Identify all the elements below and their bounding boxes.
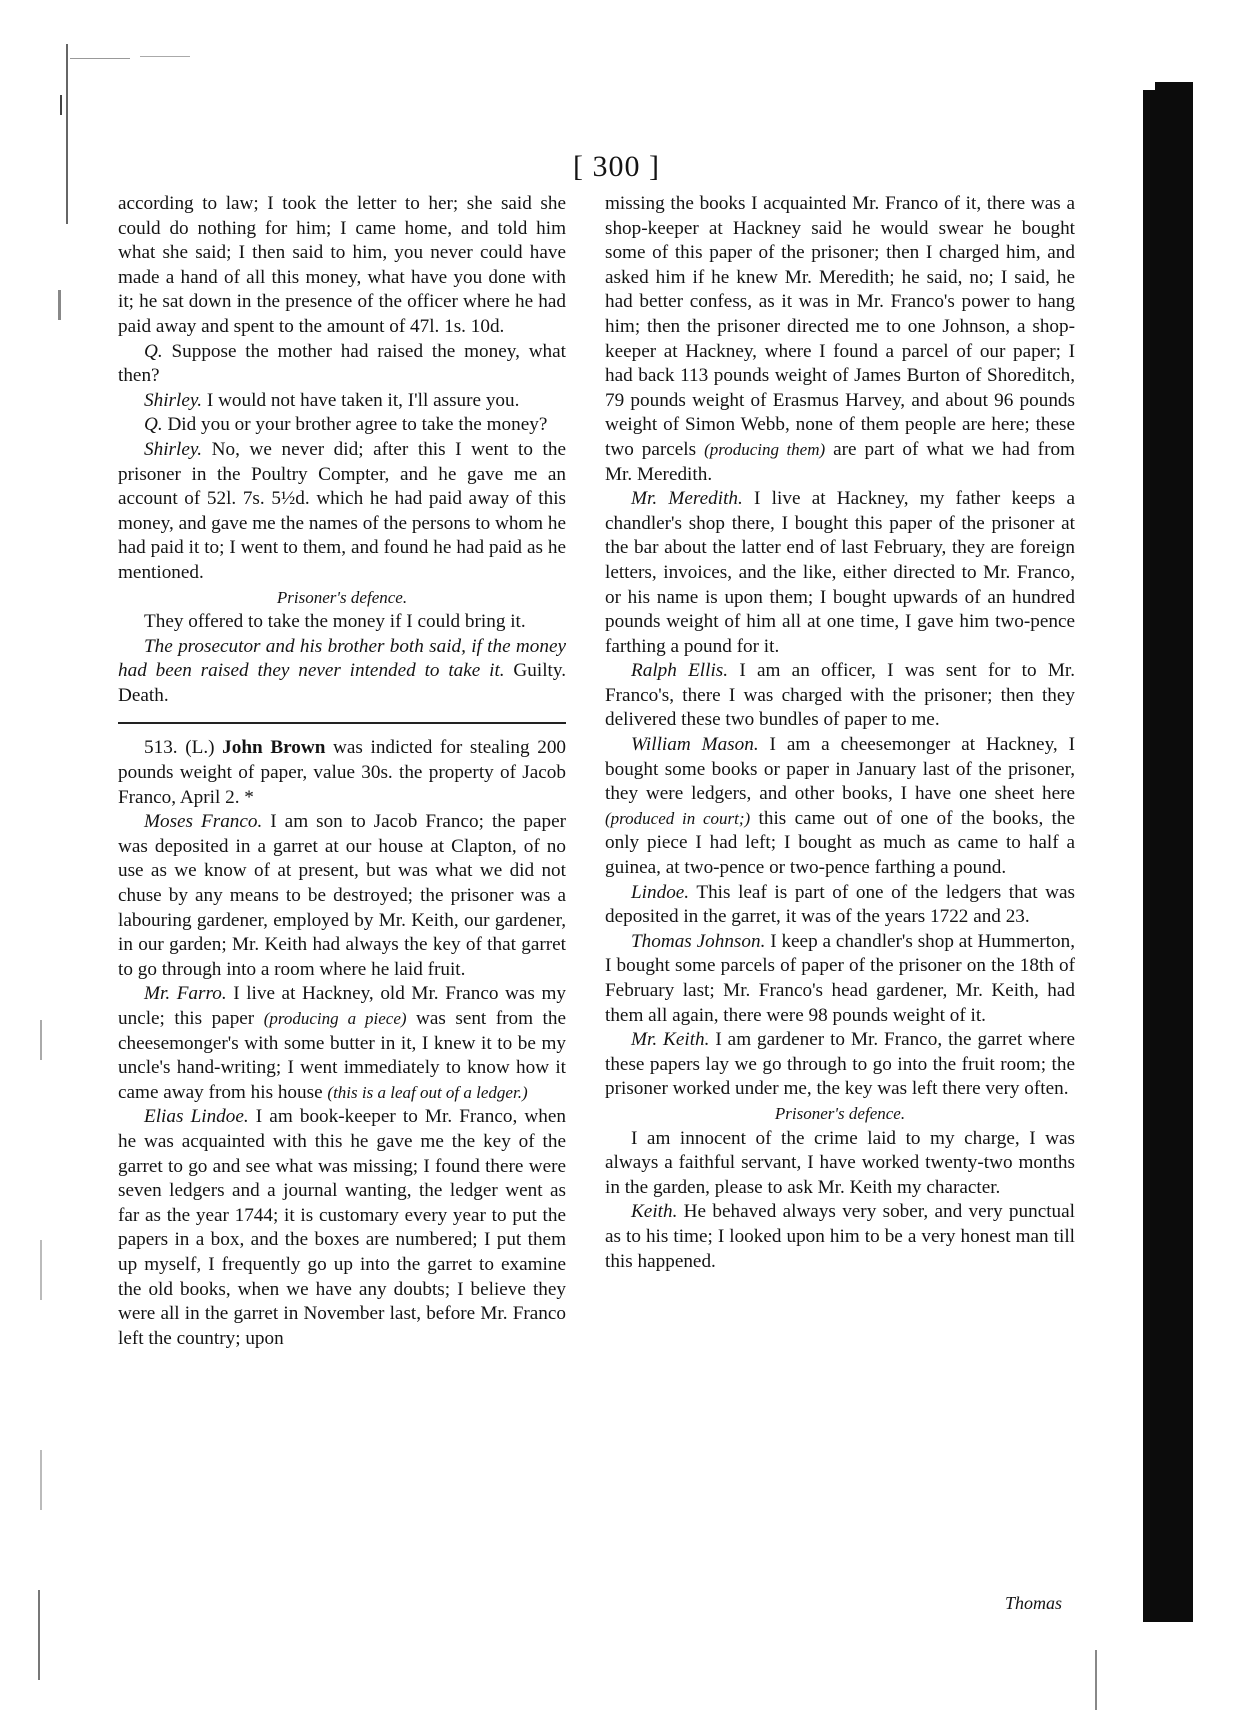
- paragraph: [605, 192, 1075, 487]
- aside-note: (producing a piece): [263, 1009, 407, 1028]
- paragraph-text: I am an officer, I was sent for to Mr. Franco's, there I was charged with the prisoner; then they delivered these two bundles of paper to me.: [605, 660, 1076, 731]
- paragraph: [605, 1200, 1075, 1274]
- paragraph-text: Did you or your brother agree to take the money?: [162, 414, 548, 436]
- speaker-name: Mr. Farro.: [144, 983, 227, 1005]
- speaker-name: Moses Franco.: [144, 811, 263, 833]
- page-edge-shadow: [1143, 82, 1193, 1622]
- paragraph-text: missing the books I acquainted Mr. Franco of it, there was a shop-keeper at Hackney said he would swear he bought some of this paper of the prisoner; then I charged him, and asked him if he knew Mr. Meredith; he said, no; I said, he had better confess, as it was in Mr. Franco's power to hang him; then the prisoner directed me to one Johnson, a shop-keeper at Hackney, where I found a parcel of our paper; I had back 113 pounds weight of James Burton of Shoreditch, 79 pounds weight of Erasmus Harvey, and about 96 pounds weight of Simon Webb, none of them people are here; these two parcels: [605, 193, 1075, 460]
- defence-text: I am innocent of the crime laid to my charge, I was always a faithful servant, I have worked twenty-two months in the garden, please to ask Mr. Keith my character.: [605, 1127, 1075, 1198]
- paragraph-text: was sent from the cheesemonger's with some butter in it, I knew it to be my uncle's hand-writing; I went immediately to know how it came away from his house: [118, 1008, 566, 1103]
- defence-heading: Prisoner's defence.: [276, 587, 408, 607]
- speaker-name: Ralph Ellis.: [631, 660, 729, 682]
- verdict: [118, 635, 566, 709]
- paragraph: [605, 733, 1075, 881]
- paragraph-text: Suppose the mother had raised the money, what then?: [118, 340, 566, 387]
- speaker-name: Q.: [144, 414, 163, 436]
- paragraph: [605, 659, 1075, 733]
- paragraph: [118, 438, 566, 586]
- case-heading: [118, 736, 566, 810]
- speaker-name: Thomas Johnson.: [631, 930, 766, 952]
- paragraph-text: I live at Hackney, my father keeps a chandler's shop there, I bought this paper of the prisoner at the bar about the latter end of last February, they are foreign letters, invoices, and the like, either directed to Mr. Franco, or his name is upon them; I bought upwards of an hundred pounds weight of him all at one time, I gave him two-pence farthing a pound for it.: [605, 488, 1075, 657]
- section-divider: [118, 722, 566, 724]
- paragraph-text: this came out of one of the books, the only piece I had left; I bought as much as came to half a guinea, at two-pence or two-pence farthing a pound.: [605, 807, 1076, 879]
- aside-note: (producing them): [704, 439, 826, 459]
- speaker-name: Mr. Meredith.: [631, 488, 743, 510]
- paragraph: [118, 982, 566, 1105]
- paragraph-text: are part of what we had from Mr. Meredith.: [605, 438, 1075, 485]
- paragraph-text: I am son to Jacob Franco; the paper was deposited in a garret at our house at Clapton, of no use as we know of at present, but was what we did not chuse by any means to be destroyed; the prisoner was a labouring gardener, employed by Mr. Keith, our gardener, in our garden; Mr. Keith had always the key of that garret to go through into a room where he laid fruit.: [118, 811, 567, 980]
- paragraph-text: according to law; I took the letter to her; she said she could do nothing for him; I came home, and told him what she said; I then said to him, you never could have made a hand of all this money, what have you done with it; he sat down in the presence of the officer where he had paid away and spent to the amount of 47l. 1s. 10d.: [118, 193, 566, 337]
- aside-note: (produced in court;): [605, 808, 751, 828]
- paragraph: [605, 487, 1075, 659]
- paragraph: [605, 881, 1075, 930]
- paragraph-text: I would not have taken it, I'll assure you.: [202, 389, 520, 411]
- verdict-note: The prosecutor and his brother both said, if the money had been raised they never intended to take it.: [118, 635, 566, 682]
- catchword: Thomas: [1005, 1593, 1063, 1613]
- paragraph-text: I am book-keeper to Mr. Franco, when he was acquainted with this he gave me the key of the garret to go and see what was missing; I found there were seven ledgers and a journal wanting, the ledger went as far as the year 1744; it is customary every year to put the papers in a box, and the boxes are numbered; I put them up myself, I frequently go up into the garret to examine the old books, when we have any doubts; I believe they were all in the garret in November last, before Mr. Franco left the country; upon: [118, 1106, 566, 1349]
- paragraph-text: No, we never did; after this I went to the prisoner in the Poultry Compter, and he gave me an account of 52l. 7s. 5½d. which he had paid away of this money, and gave me the names of the persons to whom he had paid it to; I went to them, and found he had paid as he mentioned.: [118, 438, 566, 583]
- defence-text: They offered to take the money if I could bring it.: [144, 611, 526, 633]
- defence-heading: Prisoner's defence.: [774, 1103, 906, 1123]
- speaker-name: Q.: [144, 340, 163, 362]
- paragraph: [605, 930, 1075, 1028]
- paragraph-text: I am gardener to Mr. Franco, the garret where these papers lay we go through to go into the fruit room; the prisoner worked under me, the key was left there very often.: [605, 1029, 1075, 1100]
- speaker-name: Shirley.: [144, 438, 203, 460]
- aside-note: (this is a leaf out of a ledger.): [327, 1082, 528, 1102]
- speaker-name: Lindoe.: [631, 881, 690, 903]
- defendant-name: John Brown: [222, 737, 326, 759]
- paragraph-text: He behaved always very sober, and very punctual as to his time; I looked upon him to be a very honest man till this happened.: [605, 1201, 1075, 1272]
- paragraph-text: I am a cheesemonger at Hackney, I bought some books or paper in January last of the prisoner, they were ledgers, and other books, I have one sheet here: [605, 734, 1076, 805]
- case-number: 513. (L.): [144, 737, 215, 759]
- indictment-text: was indicted for stealing 200 pounds weight of paper, value 30s. the property of Jacob Franco, April 2. *: [118, 737, 567, 808]
- paragraph: [118, 192, 566, 340]
- paragraph: [118, 1105, 566, 1351]
- speaker-name: Shirley.: [144, 389, 203, 411]
- left-column: [118, 192, 566, 1351]
- speaker-name: William Mason.: [631, 734, 759, 756]
- paragraph: [118, 340, 566, 389]
- paragraph: [605, 1028, 1075, 1102]
- right-column: [605, 192, 1075, 1274]
- paragraph: [118, 413, 566, 438]
- paragraph: [118, 810, 566, 982]
- page-number: [ 300 ]: [573, 150, 660, 183]
- paragraph-text: I keep a chandler's shop at Hummerton, I bought some parcels of paper of the prisoner on the 18th of February last; Mr. Franco's head gardener, Mr. Keith, had them all again, there were 98 pounds weight of it.: [605, 930, 1075, 1026]
- paragraph: [118, 389, 566, 414]
- speaker-name: Keith.: [631, 1201, 678, 1223]
- speaker-name: Elias Lindoe.: [144, 1106, 249, 1128]
- paragraph-text: I live at Hackney, old Mr. Franco was my uncle; this paper: [118, 983, 567, 1029]
- verdict-result: Guilty. Death.: [118, 660, 566, 706]
- paragraph-text: This leaf is part of one of the ledgers that was deposited in the garret, it was of the years 1722 and 23.: [605, 881, 1075, 928]
- speaker-name: Mr. Keith.: [631, 1029, 710, 1051]
